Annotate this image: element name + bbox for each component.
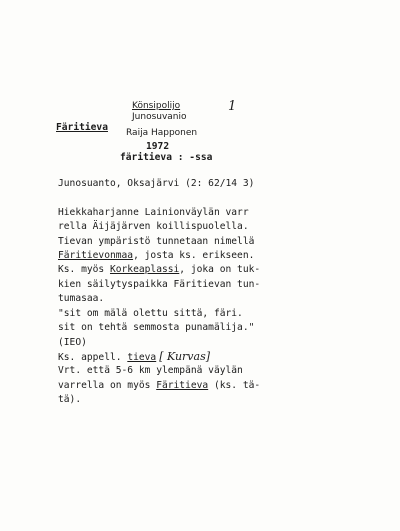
- body-line-2: rella Äijäjärven koillispuolella.: [58, 221, 249, 232]
- body-line-5-rest: , joka on tuk-: [179, 264, 261, 275]
- header-collector: Raija Happonen: [126, 128, 198, 138]
- header-year: 1972: [146, 141, 170, 152]
- body-line-8-a: Ks. appell.: [58, 352, 128, 363]
- header-place: Könsipolijo: [132, 101, 181, 111]
- body-line-5-a: Ks. myös: [58, 264, 110, 275]
- body-line-7: tumasaa.: [58, 293, 105, 304]
- quote-source: (IEO): [58, 337, 87, 348]
- body-line-4: [58, 250, 254, 262]
- handwritten-note: [ Kurvas]: [159, 350, 211, 363]
- quote-line-1: "sit om mälä olettu sittä, färi.: [58, 308, 243, 319]
- place-name-link: Korkeaplassi: [109, 264, 180, 275]
- body-line-5: [58, 264, 260, 276]
- body-line-10-a: varrella on myös: [58, 380, 157, 391]
- header-municipality: Junosuvanio: [132, 112, 187, 122]
- quote-line-2: sit on tehtä semmosta punamälija.": [58, 322, 255, 333]
- place-name-link: Färitieva: [156, 380, 209, 391]
- header-form: färitieva : -ssa: [120, 152, 213, 163]
- location-line: Junosuanto, Oksajärvi (2: 62/14 3): [58, 178, 255, 189]
- body-line-6: kien säilytyspaikka Färitievan tun-: [58, 279, 261, 290]
- body-line-10-rest: (ks. tä-: [208, 380, 261, 391]
- body-line-1: Hiekkaharjanne Lainionväylän varr: [58, 207, 249, 218]
- body-line-10: [58, 380, 260, 392]
- page-number: 1: [228, 99, 237, 114]
- appellative-link: tieva: [127, 352, 157, 363]
- body-line-9: Vrt. että 5-6 km ylempänä väylän: [58, 365, 243, 376]
- body-line-4-rest: , josta ks. erikseen.: [133, 250, 255, 261]
- place-name-link: Färitievonmaa: [58, 250, 134, 261]
- body-line-8: [58, 351, 210, 364]
- body-line-3: Tievan ympäristö tunnetaan nimellä: [58, 236, 255, 247]
- body-line-11: tä).: [58, 394, 82, 405]
- headword: Färitieva: [56, 122, 108, 133]
